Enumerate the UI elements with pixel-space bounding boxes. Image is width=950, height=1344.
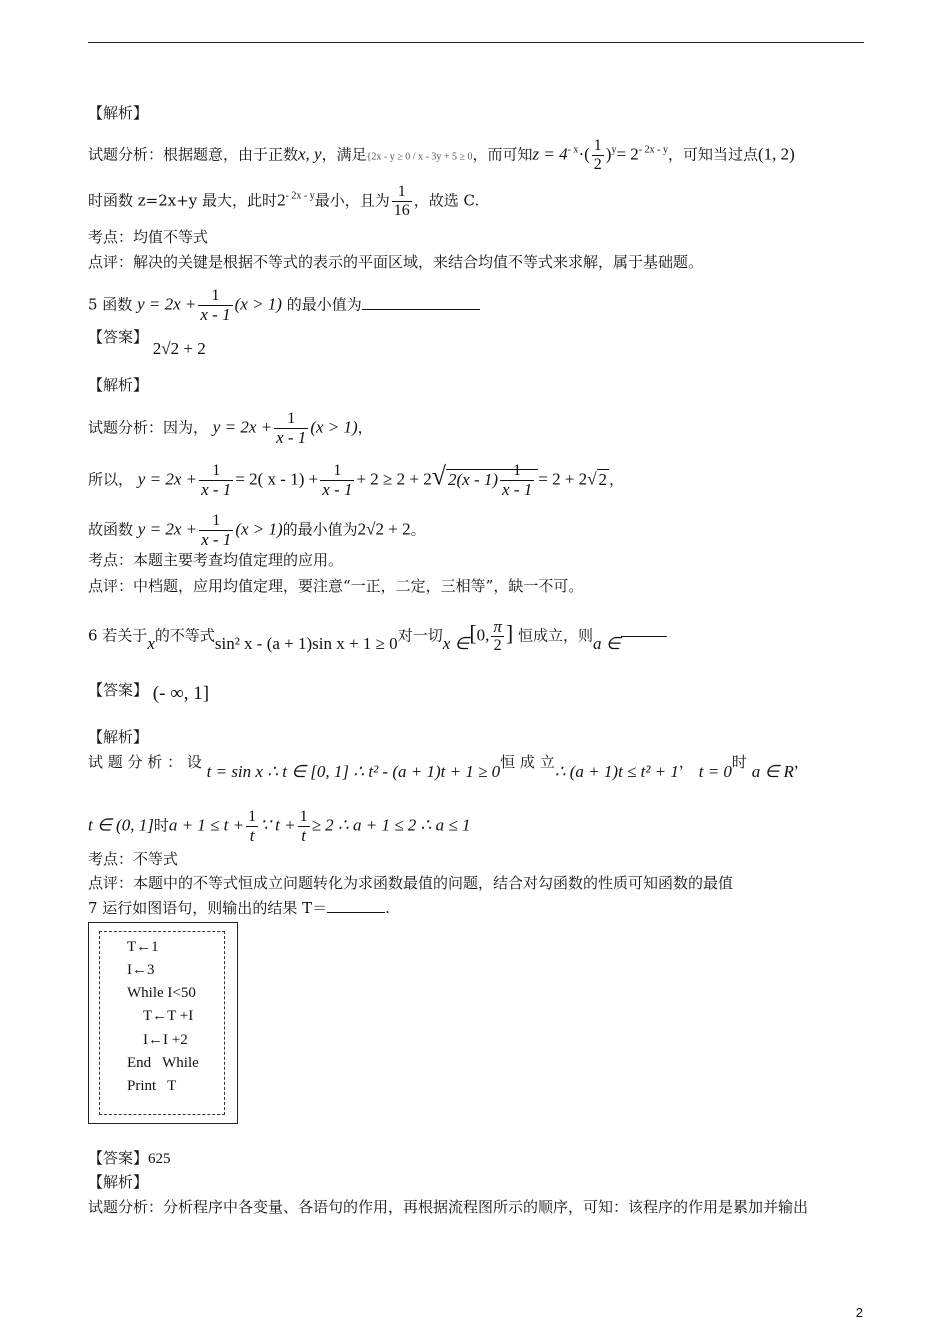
q5-analysis-1: 试题分析：因为， y = 2x + $\frac{1}{x - 1}$ (x > 1)， [88,410,373,447]
code-line: End While [127,1055,199,1071]
code-line: While I<50 [127,985,196,1001]
q6-kaodian: 考点：不等式 [88,850,179,868]
one-sixteenth-fraction: $\frac{1}{16}$ [393,183,410,219]
q5-kaodian: 考点：本题主要考查均值定理的应用。 [88,551,344,569]
answer-blank [327,898,385,913]
q5-answer: 【答案】 2√2 + 2 [88,328,206,358]
q6-title: 6 若关于x的不等式sin² x - (a + 1)sin x + 1 ≥ 0对一切x ∈[0, $\frac{\pi}{2}$ ] 恒成立，则a ∈ [88,618,667,655]
q6-dianping: 点评：本题中的不等式恒成立问题转化为求函数最值的问题，结合对勾函数的性质可知函数的最值 [88,874,734,892]
header-rule [88,42,864,43]
sqrt-body: 2(x - 1) $\frac{1}{x - 1}$ [446,469,538,489]
q5-fraction: $\frac{1}{x - 1}$ [200,287,231,324]
code-line: T←1 [127,939,159,955]
q5-title: 5 函数 y = 2x + $\frac{1}{x - 1}$ (x > 1) 的最小值为 [88,287,480,324]
constraint-system: {2x - y ≥ 0 / x - 3y + 5 ≥ 0 [366,151,473,163]
code-box [88,922,238,1124]
p4-analysis-line1: 试题分析：根据题意，由于正数x, y，满足{2x - y ≥ 0 / x - 3y + 5 ≥ 0，而可知$z = 4^{- x}\cdot$( $\frac{1}{2}$ )$^y= 2^{- 2x - y}$，可知当过点(1, 2) [88,137,795,173]
code-line: Print T [127,1078,177,1094]
jiexi-label-5: 【解析】 [88,376,149,394]
answer-blank [621,636,667,637]
sqrt-sign: √ [431,461,446,491]
q7-answer: 【答案】625 [88,1149,171,1167]
jiexi-label-4: 【解析】 [88,104,149,122]
q5-dianping: 点评：中档题，应用均值定理，要注意“一正，二定，三相等”，缺一不可。 [88,577,584,595]
p4-kaodian: 考点：均值不等式 [88,228,209,246]
q6-analysis-1: 试 题 分 析 ： 设 t = sin x ∴ t ∈ [0, 1] ∴ t² - (a + 1)t + 1 ≥ 0恒 成 立∴ (a + 1)t ≤ t² + 1， t = 0时 a ∈ R， [88,753,809,781]
q5-analysis-2: 所以， y = 2x + $\frac{1}{x - 1}$ = 2( x - 1) + $\frac{1}{x - 1}$ + 2 ≥ 2 + 2√ 2(x - 1) $\frac{1}{x - 1}$ = 2 + 2√ 2 ， [88,461,625,500]
q7-title: 7 运行如图语句，则输出的结果 T＝ . [88,899,390,917]
answer-blank [362,295,480,310]
jiexi-label-6: 【解析】 [88,728,149,746]
jiexi-label-7: 【解析】 [88,1173,149,1191]
half-fraction: $\frac{1}{2}$ [593,137,602,173]
q6-analysis-2: t ∈ (0, 1]时a + 1 ≤ t + $\frac{1}{t}$ ∵ t + $\frac{1}{t}$ ≥ 2 ∴ a + 1 ≤ 2 ∴ a ≤ 1 [88,808,471,845]
p4-dianping: 点评：解决的关键是根据不等式的表示的平面区域，来结合均值不等式来求解，属于基础题。 [88,253,704,271]
p4-analysis-line2: 时函数 z=2x+y 最大，此时$2^{- 2x - y}$最小，且为 $\frac{1}{16}$ ，故选 C. [88,183,480,219]
q6-answer: 【答案】 (- ∞, 1] [88,681,210,704]
code-line: I←I +2 [143,1032,188,1048]
code-line: T←T +I [143,1008,194,1024]
q7-analysis: 试题分析：分析程序中各变量、各语句的作用，再根据流程图所示的顺序，可知：该程序的作用是累加并输出 [88,1198,809,1216]
q5-analysis-3: 故函数 y = 2x + $\frac{1}{x - 1}$ (x > 1)的最小值为2√2 + 2。 [88,512,426,549]
pi-over-2: $\frac{\pi}{2}$ [493,617,502,654]
code-line: I←3 [127,962,155,978]
page-number: 2 [855,1305,863,1320]
